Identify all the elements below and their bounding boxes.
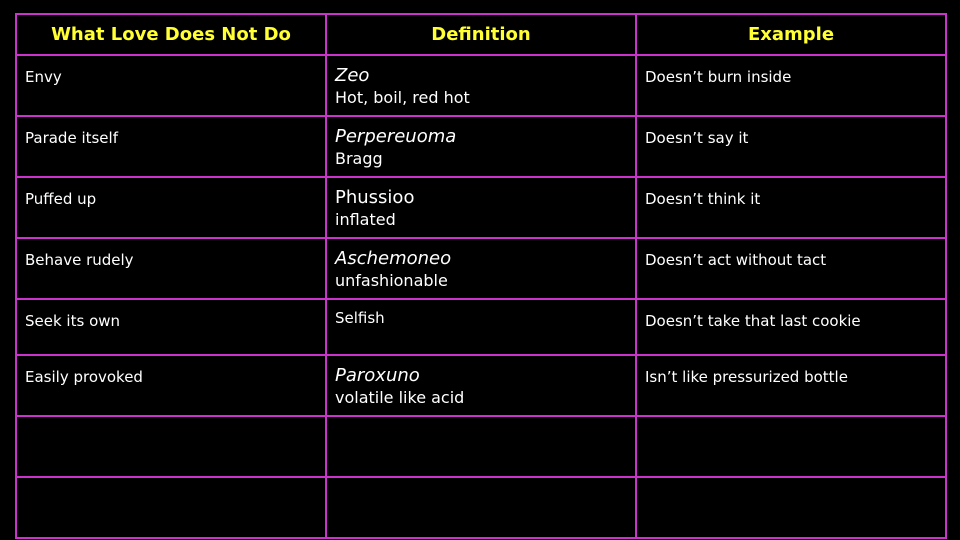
cell-what: Behave rudely bbox=[16, 238, 326, 299]
cell-example: Doesn’t act without tact bbox=[636, 238, 946, 299]
cell-definition bbox=[326, 55, 636, 116]
love-table bbox=[15, 13, 947, 539]
table-row bbox=[16, 355, 946, 416]
cell-what: Parade itself bbox=[16, 116, 326, 177]
definition-gloss: inflated bbox=[335, 210, 396, 229]
cell-example: Doesn’t burn inside bbox=[636, 55, 946, 116]
table-row bbox=[16, 116, 946, 177]
definition-gloss: unfashionable bbox=[335, 271, 448, 290]
header-what-love-does-not-do: What Love Does Not Do bbox=[16, 14, 326, 55]
cell-definition bbox=[326, 238, 636, 299]
definition-gloss: Hot, boil, red hot bbox=[335, 88, 470, 107]
cell-definition bbox=[326, 299, 636, 355]
definition-term: Phussioo bbox=[335, 187, 415, 208]
cell-example: Doesn’t say it bbox=[636, 116, 946, 177]
header-definition: Definition bbox=[326, 14, 636, 55]
cell-example bbox=[636, 477, 946, 538]
cell-example: Doesn’t take that last cookie bbox=[636, 299, 946, 355]
cell-definition bbox=[326, 416, 636, 477]
cell-what bbox=[16, 416, 326, 477]
definition-term: Aschemoneo bbox=[335, 248, 452, 269]
definition-term: Perpereuoma bbox=[335, 126, 457, 147]
cell-definition bbox=[326, 177, 636, 238]
cell-definition bbox=[326, 116, 636, 177]
definition-term: Selfish bbox=[335, 309, 385, 327]
cell-what bbox=[16, 477, 326, 538]
table-row bbox=[16, 177, 946, 238]
cell-definition bbox=[326, 477, 636, 538]
definition-term: Zeo bbox=[335, 65, 370, 86]
table-row-empty bbox=[16, 416, 946, 477]
cell-what: Easily provoked bbox=[16, 355, 326, 416]
cell-example bbox=[636, 416, 946, 477]
table-row bbox=[16, 55, 946, 116]
cell-definition bbox=[326, 355, 636, 416]
definition-gloss: Bragg bbox=[335, 149, 383, 168]
table-row bbox=[16, 299, 946, 355]
header-row bbox=[16, 14, 946, 55]
cell-example: Isn’t like pressurized bottle bbox=[636, 355, 946, 416]
definition-term: Paroxuno bbox=[335, 365, 420, 386]
header-example: Example bbox=[636, 14, 946, 55]
cell-example: Doesn’t think it bbox=[636, 177, 946, 238]
cell-what: Seek its own bbox=[16, 299, 326, 355]
cell-what: Puffed up bbox=[16, 177, 326, 238]
cell-what: Envy bbox=[16, 55, 326, 116]
table-row-empty bbox=[16, 477, 946, 538]
definition-gloss: volatile like acid bbox=[335, 388, 465, 407]
table-row bbox=[16, 238, 946, 299]
